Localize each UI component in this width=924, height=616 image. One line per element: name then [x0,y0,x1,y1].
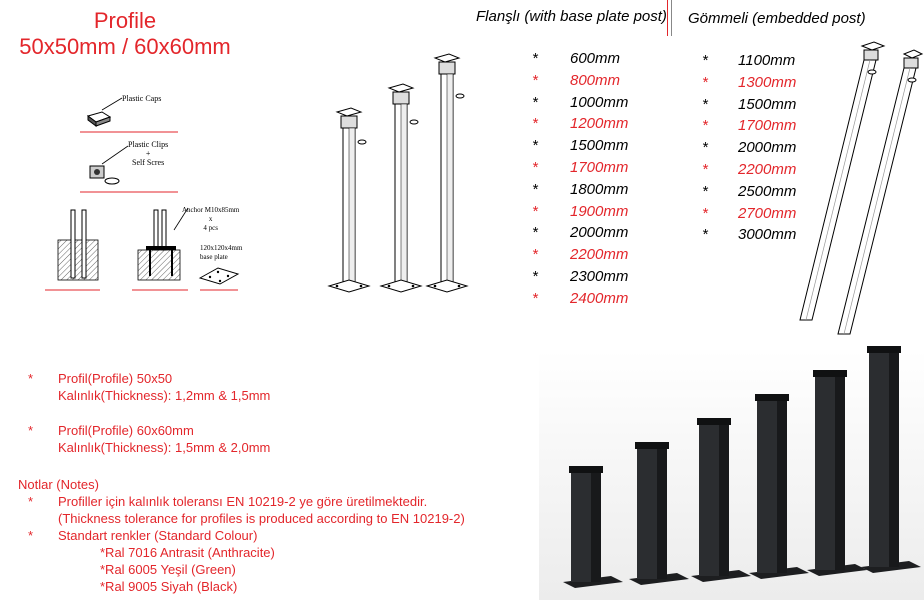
flanged-post-tall [427,54,467,292]
bullet-star: * [532,50,538,67]
post-cap [569,466,603,473]
caps-label: Plastic Caps [122,94,162,103]
post-cap [755,394,789,401]
bullet-star: * [702,139,708,157]
colour-green: *Ral 6005 Yeşil (Green) [100,562,236,577]
anchor-label-line-1: Anchor M10x85mm [182,206,240,214]
bullet-star: * [702,182,708,200]
length-value: 1500mm [570,137,629,155]
notes-heading: Notlar (Notes) [18,477,99,492]
bullet-star: * [532,289,538,307]
page-title [0,8,250,60]
clips-label [128,140,168,167]
clips-label-line-3: Self Scres [132,158,165,167]
plastic-clip-icon [90,146,128,184]
base-plate-label [200,244,242,262]
bullet-star: * [28,494,34,509]
length-value: 2000mm [570,224,629,242]
column-divider-2 [671,0,672,36]
length-value: 1300mm [738,73,797,91]
post-side [835,376,845,570]
length-value: 2200mm [570,246,629,264]
bullet-star: * [702,73,708,91]
length-value: 1200mm [570,115,629,133]
bullet-star: * [532,268,538,285]
colour-black: *Ral 9005 Siyah (Black) [100,579,238,594]
post-cap [867,346,901,353]
length-value: 1700mm [570,159,629,176]
post-side [777,400,787,573]
clips-label-line-2: + [145,149,151,158]
bullet-star: * [702,161,708,178]
length-value: 1500mm [738,95,797,113]
anchor-label-line-2: x [208,215,213,223]
profile-60-line-2: Kalınlık(Thickness): 1,5mm & 2,0mm [58,440,271,455]
flanged-post-short [329,108,369,292]
length-value: 2300mm [570,268,629,285]
note-2-line-1: Standart renkler (Standard Colour) [58,528,258,543]
profile-50-line-1: Profil(Profile) 50x50 [58,371,173,386]
post-side [889,352,899,567]
length-value: 2200mm [738,161,797,178]
embedded-post-left [800,42,884,320]
bullet-star: * [28,528,34,543]
length-value: 2400mm [570,289,629,307]
bullet-star: * [28,371,34,386]
flange-heading: Flanşlı (with base plate post) [476,8,667,25]
length-value: 2500mm [738,182,797,200]
component-diagram [40,80,250,300]
clips-label-line-1: Plastic Clips [128,140,169,149]
bullet-star: * [532,246,538,264]
title-line-2: 50x50mm / 60x60mm [19,34,231,59]
length-value: 1000mm [570,93,629,111]
profile-60-line-1: Profil(Profile) 60x60mm [58,423,194,438]
component-drawings [40,80,250,300]
bullet-star: * [702,204,708,222]
anchor-label-line-3: 4 pcs [203,224,218,232]
base-plate-icon [200,268,238,284]
bullet-star: * [702,52,708,69]
bullet-star: * [28,423,34,438]
post-cap [813,370,847,377]
note-1-line-2: (Thickness tolerance for profiles is produced according to EN 10219-2) [58,511,465,526]
bullet-star: * [702,95,708,113]
bullet-star: * [532,137,538,155]
specs-block [18,370,538,616]
length-value: 800mm [570,71,621,89]
length-value: 1900mm [570,202,629,220]
post-cap [635,442,669,449]
note-1-line-1: Profiller için kalınlık toleransı EN 10219-2 ye göre üretilmektedir. [58,494,428,509]
length-value: 2700mm [738,204,797,222]
bullet-star: * [702,117,708,135]
embedded-posts-drawing [800,38,890,338]
post-side [657,448,667,579]
bullet-star: * [532,159,538,176]
colour-anthracite: *Ral 7016 Antrasit (Anthracite) [100,545,275,560]
post-cap [697,418,731,425]
base-plate-label-line-1: 120x120x4mm [200,244,243,252]
bullet-star: * [532,93,538,111]
plastic-cap-icon [88,98,122,126]
length-value: 2000mm [738,139,797,157]
profile-50-line-2: Kalınlık(Thickness): 1,2mm & 1,5mm [58,388,271,403]
post-side [591,472,601,582]
black-posts-photo [539,350,924,600]
post-side [719,424,729,576]
bullet-star: * [532,115,538,133]
base-plate-label-line-2: base plate [200,253,228,261]
flange-length-list [532,50,662,320]
bullet-star: * [532,224,538,242]
length-value: 3000mm [738,226,797,244]
anchor-label [182,206,239,233]
length-value: 1800mm [570,180,629,198]
bullet-star: * [532,180,538,198]
flanged-posts-drawing [325,52,475,302]
embedded-post-right [838,50,922,334]
column-divider-1 [667,0,668,36]
bullet-star: * [702,226,708,244]
bullet-star: * [532,202,538,220]
anchored-post-icon [138,208,188,280]
embedded-post-icon [58,210,98,280]
length-value: 1700mm [738,117,797,135]
bullet-star: * [532,71,538,89]
title-line-1: Profile [93,8,157,33]
embedded-heading: Gömmeli (embedded post) [688,10,866,27]
length-value: 1100mm [738,52,796,69]
flanged-post-medium [381,84,421,292]
length-value: 600mm [570,50,621,67]
